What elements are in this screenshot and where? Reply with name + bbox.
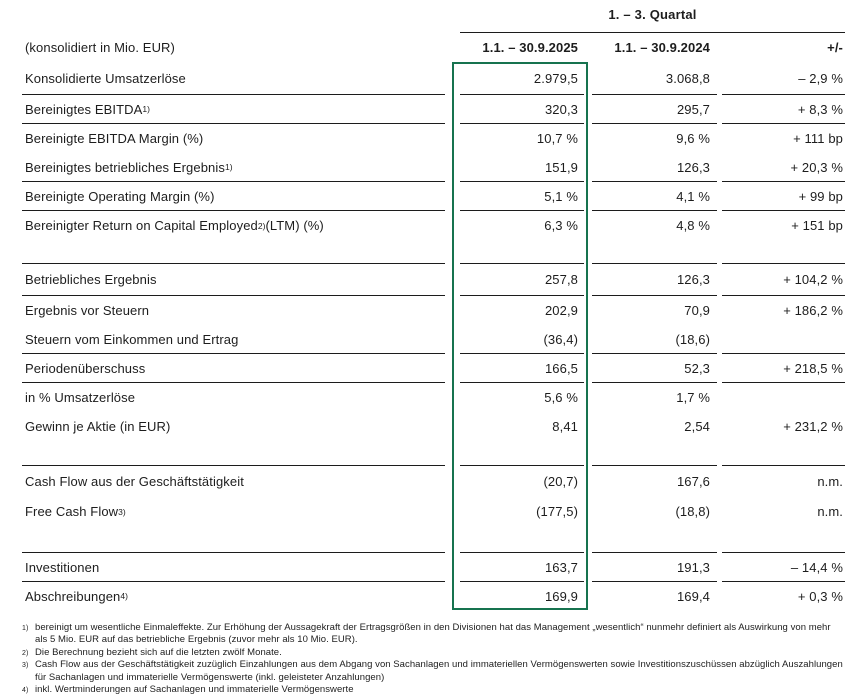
period-title-row <box>22 0 845 33</box>
footnote-text: Die Berechnung bezieht sich auf die letzten zwölf Monate. <box>35 646 282 658</box>
value-change <box>722 383 845 412</box>
value-2024: 2,54 <box>684 419 710 434</box>
value-2024: 4,8 % <box>676 218 710 233</box>
value-2024: 126,3 <box>592 153 717 182</box>
value-2024: 70,9 <box>684 303 710 318</box>
row-label: Bereinigter Return on Capital Employed 2) (LTM) (%) <box>25 218 324 233</box>
table-row <box>22 182 845 211</box>
table-row <box>22 95 845 124</box>
table-row <box>22 296 845 325</box>
value-change: + 20,3 % <box>722 153 845 182</box>
table-row <box>22 62 845 95</box>
value-2025: 166,5 <box>460 354 584 383</box>
table-row <box>22 264 845 296</box>
value-change: – 2,9 % <box>722 62 845 95</box>
table-row <box>22 553 845 582</box>
value-2025: 5,1 % <box>460 182 584 211</box>
footnote-text: inkl. Wertminderungen auf Sachanlagen und immaterielle Vermögenswerte <box>35 684 354 696</box>
value-2024: 167,6 <box>676 474 710 489</box>
table-row <box>22 211 845 240</box>
table-row <box>22 412 845 441</box>
table-row <box>22 466 845 497</box>
value-change: + 111 bp <box>793 131 843 146</box>
row-label: Gewinn je Aktie (in EUR) <box>25 419 171 434</box>
footnote-text: Cash Flow aus der Geschäftstätigkeit zuzüglich Einzahlungen aus dem Abgang von Sachanlagen und immateriellen Vermögenswerten sowie Investitionszuschüssen abzüglich Auszahlungen für Sachanlagen und immaterielle Vermögenswerte (inkl. geleisteter Anzahlungen) <box>35 659 843 683</box>
value-change: + 0,3 % <box>797 588 843 604</box>
row-label: Abschreibungen 4) <box>25 588 128 604</box>
value-2025: 8,41 <box>552 419 578 434</box>
row-label: Konsolidierte Umsatzerlöse <box>22 62 445 95</box>
value-change: + 104,2 % <box>722 264 845 296</box>
value-2024: 169,4 <box>676 588 710 604</box>
table-row <box>22 582 845 610</box>
value-2025: 151,9 <box>460 153 584 182</box>
row-label: Periodenüberschuss <box>22 354 445 383</box>
footnote: 1) bereinigt um wesentliche Einmaleffekte. Zur Erhöhung der Aussagekraft der Ertragsgrößen in den Divisionen hat das Management „wesentlich“ nunmehr definiert als Auswirkung von mehr als 5 Mio. EUR auf das betriebliche Ergebnis (zuvor mehr als 10 Mio. EUR). <box>22 622 831 646</box>
value-2025: 10,7 % <box>536 131 578 146</box>
row-label: Cash Flow aus der Geschäftstätigkeit <box>25 474 244 489</box>
value-change: n.m. <box>817 474 843 489</box>
value-2024: (18,6) <box>592 325 717 354</box>
table-row <box>22 383 845 412</box>
value-2025: 320,3 <box>460 95 584 124</box>
row-label: Betriebliches Ergebnis <box>22 264 445 296</box>
value-2025: 257,8 <box>460 264 584 296</box>
table-row <box>22 325 845 354</box>
value-2024: 3.068,8 <box>592 62 717 95</box>
footnote: 3) Cash Flow aus der Geschäftstätigkeit zuzüglich Einzahlungen aus dem Abgang von Sachanlagen und immateriellen Vermögenswerten sowie Investitionszuschüssen abzüglich Auszahlungen für Sachanlagen und immaterielle Vermögenswerte (inkl. geleisteter Anzahlungen) <box>22 659 843 683</box>
value-2025: (20,7) <box>543 474 578 489</box>
section-gap <box>22 441 845 466</box>
table-row <box>22 497 845 526</box>
value-2025: 163,7 <box>460 553 584 582</box>
value-2024: 4,1 % <box>592 182 717 211</box>
value-2024: 1,7 % <box>676 390 710 405</box>
value-change: + 186,2 % <box>783 303 843 318</box>
table-row <box>22 354 845 383</box>
row-label: Steuern vom Einkommen und Ertrag <box>22 325 445 354</box>
row-label: Free Cash Flow 3) <box>25 504 126 519</box>
row-label: in % Umsatzerlöse <box>25 390 136 405</box>
column-header-2024: 1.1. – 30.9.2024 <box>614 40 710 55</box>
footnote: 2) Die Berechnung bezieht sich auf die letzten zwölf Monate. <box>22 646 282 658</box>
column-header-2025: 1.1. – 30.9.2025 <box>482 40 578 55</box>
period-title: 1. – 3. Quartal <box>460 0 845 33</box>
row-label: Bereinigtes EBITDA 1) <box>22 95 445 124</box>
section-gap <box>22 240 845 264</box>
value-2024: 52,3 <box>592 354 717 383</box>
footnote-text: bereinigt um wesentliche Einmaleffekte. Zur Erhöhung der Aussagekraft der Ertragsgrößen in den Divisionen hat das Management „wesentlich“ nunmehr definiert als Auswirkung von mehr als 5 Mio. EUR auf das betriebliche Ergebnis (zuvor mehr als 10 Mio. EUR). <box>35 622 831 646</box>
row-label: Ergebnis vor Steuern <box>25 303 150 318</box>
value-change: n.m. <box>817 504 843 519</box>
footnote: 4) inkl. Wertminderungen auf Sachanlagen und immaterielle Vermögenswerte <box>22 684 354 696</box>
footnotes <box>0 610 866 696</box>
value-2024: 126,3 <box>592 264 717 296</box>
section-gap <box>22 526 845 553</box>
column-header-row <box>22 33 845 62</box>
value-change: + 218,5 % <box>722 354 845 383</box>
value-2025: 169,9 <box>544 588 578 604</box>
row-label: Investitionen <box>22 553 445 582</box>
value-change <box>722 325 845 354</box>
value-2025: (177,5) <box>536 504 578 519</box>
table-row <box>22 153 845 182</box>
value-change: – 14,4 % <box>722 553 845 582</box>
column-header-change: +/- <box>827 40 843 55</box>
value-change: + 231,2 % <box>783 419 843 434</box>
value-2024: (18,8) <box>675 504 710 519</box>
value-2025: 2.979,5 <box>460 62 584 95</box>
table-row <box>22 124 845 153</box>
value-2024: 191,3 <box>592 553 717 582</box>
row-label: Bereinigtes betriebliches Ergebnis 1) <box>22 153 445 182</box>
value-change: + 151 bp <box>791 218 843 233</box>
value-2025: (36,4) <box>460 325 584 354</box>
value-2024: 295,7 <box>592 95 717 124</box>
value-2025: 6,3 % <box>544 218 578 233</box>
row-label: Bereinigte Operating Margin (%) <box>22 182 445 211</box>
value-2025: 202,9 <box>544 303 578 318</box>
value-change: + 99 bp <box>722 182 845 211</box>
value-2024: 9,6 % <box>676 131 710 146</box>
row-label: Bereinigte EBITDA Margin (%) <box>25 131 204 146</box>
unit-label: (konsolidiert in Mio. EUR) <box>25 40 175 55</box>
value-2025: 5,6 % <box>544 390 578 405</box>
value-change: + 8,3 % <box>722 95 845 124</box>
